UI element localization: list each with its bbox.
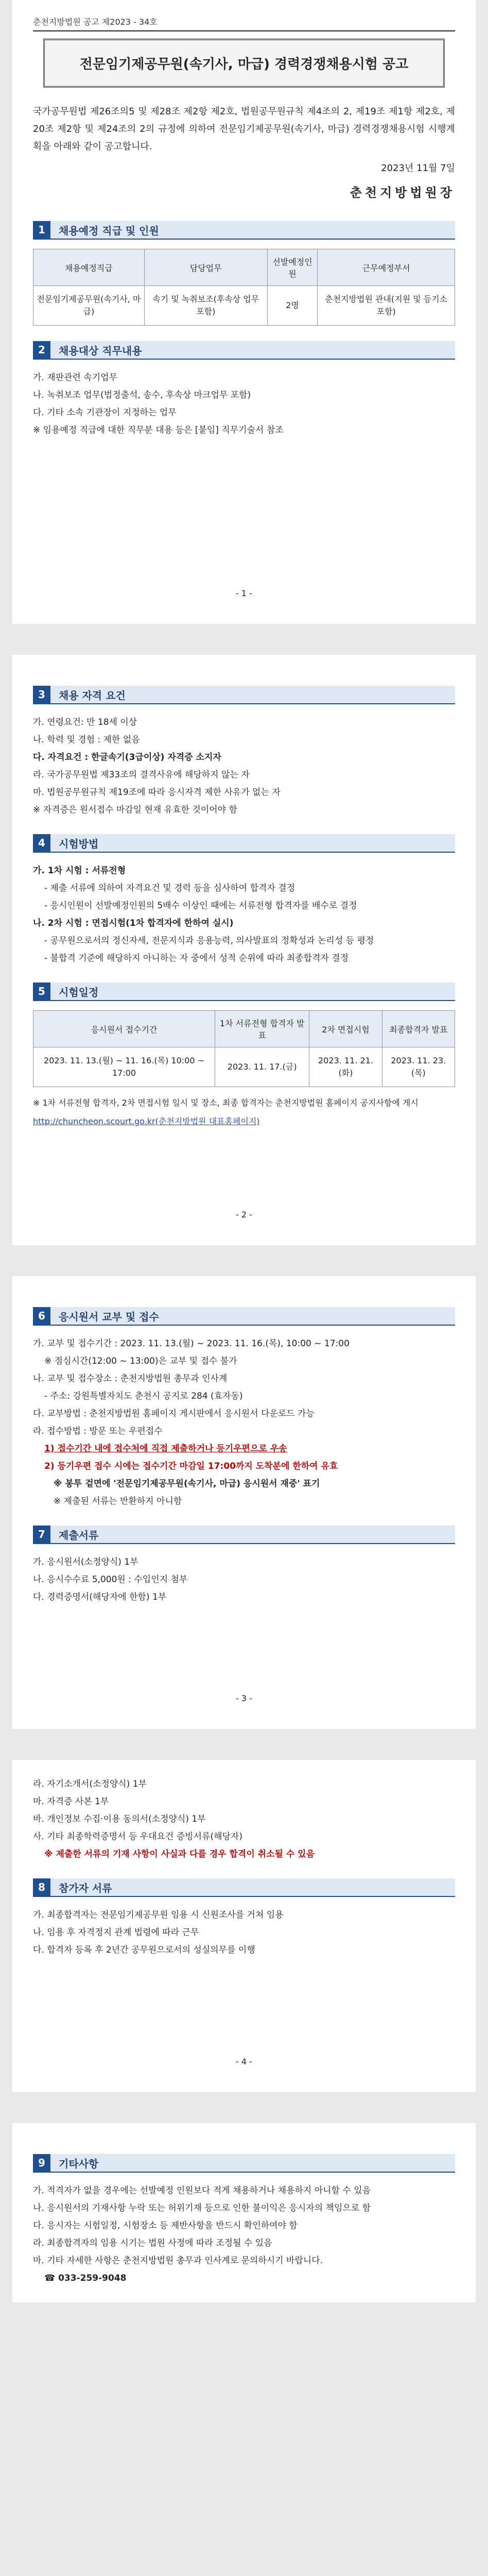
document-page-3 — [12, 1276, 476, 1729]
list-item: - 주소: 강원특별자치도 춘천시 공지로 284 (효자동) — [44, 1391, 243, 1401]
section-9-heading — [33, 2154, 455, 2173]
document-page-1 — [12, 0, 476, 624]
list-item: 다. 응시자는 시험일정, 시험장소 등 제반사항을 반드시 확인하여야 함 — [33, 2221, 298, 2231]
list-item: 사. 기타 최종학력증명서 등 우대요건 증빙서류(해당자) — [33, 1832, 242, 1842]
list-item: - 응시인원이 선발예정인원의 5배수 이상인 때에는 서류전형 합격자를 배수로 결정 — [44, 901, 357, 911]
section-title: 시험일정 — [50, 982, 455, 1000]
section-5-heading — [33, 982, 455, 1001]
list-item: 나. 녹취보조 업무(법정출석, 송수, 후속상 마크업무 포함) — [33, 390, 251, 400]
list-item: 마. 자격증 사본 1부 — [33, 1797, 109, 1807]
list-item: 마. 법원공무원규칙 제19조에 따라 응시자격 제한 사유가 없는 자 — [33, 787, 281, 798]
table-cell: 2023. 11. 13.(월) ~ 11. 16.(목) 10:00 ~ 17:00 — [33, 1047, 215, 1087]
table-header: 선발예정인원 — [267, 249, 318, 286]
section-3-heading — [33, 686, 455, 704]
contact-phone: ☎ 033-259-9048 — [44, 2273, 127, 2283]
document-page-5 — [12, 2123, 476, 2302]
list-item: 다. 교부방법 : 춘천지방법원 홈페이지 게시판에서 응시원서 다운로드 가능 — [33, 1409, 315, 1419]
header-notice-number: 춘천지방법원 공고 제2023 - 34호 — [33, 17, 158, 27]
section-number: 5 — [33, 982, 50, 1000]
page-number: - 2 - — [236, 1210, 252, 1219]
list-item: 나. 학력 및 경험 : 제한 없음 — [33, 735, 140, 745]
section-6-heading — [33, 1307, 455, 1326]
list-item: 나. 응시원서의 기재사항 누락 또는 허위기재 등으로 인한 불이익은 응시자의 책임으로 함 — [33, 2203, 371, 2213]
list-item: 가. 재판관련 속기업무 — [33, 372, 118, 383]
list-item: 라. 국가공무원법 제33조의 결격사유에 해당하지 않는 자 — [33, 770, 250, 780]
table-row — [33, 286, 455, 326]
section-title: 기타사항 — [50, 2154, 455, 2172]
notice-title: 전문임기제공무원(속기사, 마급) 경력경쟁채용시험 공고 — [43, 39, 445, 88]
list-item: 다. 합격자 등록 후 2년간 공무원으로서의 성실의무를 이행 — [33, 1945, 255, 1955]
court-homepage-link[interactable]: http://chuncheon.scourt.go.kr(춘천지방법원 대표홈페이지) — [33, 1116, 260, 1126]
table-header: 응시원서 접수기간 — [33, 1011, 215, 1047]
table-header: 2차 면접시험 — [309, 1011, 382, 1047]
document-page-2 — [12, 655, 476, 1245]
section-title: 채용대상 직무내용 — [50, 341, 455, 359]
list-item: ※ 자격증은 원서접수 마감일 현재 유효한 것이어야 함 — [33, 805, 237, 815]
list-item: ※ 제출한 서류의 기재 사항이 사실과 다를 경우 합격이 취소될 수 있음 — [44, 1849, 315, 1859]
section-4-heading — [33, 834, 455, 853]
section-number: 6 — [33, 1307, 50, 1325]
section-8-heading — [33, 1878, 455, 1897]
list-item: 나. 임용 후 자격정지 관계 법령에 따라 근무 — [33, 1927, 199, 1938]
list-item: 라. 최종합격자의 임용 시기는 법원 사정에 따라 조정될 수 있음 — [33, 2238, 272, 2248]
list-item: ※ 임용예정 직급에 대한 직무분 대용 등은 [붙임] 직무기술서 참조 — [33, 425, 284, 435]
table-cell: 전문임기제공무원(속기사, 마급) — [33, 286, 145, 326]
document-header — [33, 15, 455, 31]
list-item: ※ 봉투 겉면에 '전문임기제공무원(속기사, 마급) 응시원서 재중' 표기 — [54, 1479, 320, 1489]
position-table — [33, 249, 455, 326]
list-item: ※ 점심시간(12:00 ~ 13:00)은 교부 및 접수 불가 — [44, 1356, 237, 1366]
list-item: 가. 응시원서(소정양식) 1부 — [33, 1557, 138, 1567]
list-item: 라. 접수방법 : 방문 또는 우편접수 — [33, 1426, 163, 1436]
list-item: 다. 기타 소속 기관장이 지정하는 업무 — [33, 408, 177, 418]
list-item: ※ 제출된 서류는 반환하지 아니함 — [54, 1496, 182, 1506]
section-1-heading — [33, 221, 455, 240]
list-item: 라. 자기소개서(소정양식) 1부 — [33, 1779, 147, 1789]
list-item: 가. 적격자가 없을 경우에는 선발예정 인원보다 적게 채용하거나 채용하지 아니할 수 있음 — [33, 2185, 371, 2196]
section-number: 3 — [33, 686, 50, 703]
intro-paragraph: 국가공무원법 제26조의5 및 제28조 제2항 제2호, 법원공무원규칙 제4조의 2, 제19조 제1항 제2호, 제20조 제2항 및 제24조의 2의 규정에 의하여 전문임기제공무원(속기사, 마급) 경력경쟁채용시험 시행계획을 아래와 같이 공고합니다. — [33, 106, 455, 152]
page-number: - 1 - — [236, 588, 252, 598]
list-item: 2) 등기우편 접수 시에는 접수기간 마감일 17:00까지 도착분에 한하여 유효 — [44, 1461, 338, 1471]
section-2-heading — [33, 341, 455, 360]
section-number: 8 — [33, 1878, 50, 1896]
list-item: 나. 응시수수료 5,000원 : 수입인지 첨부 — [33, 1574, 188, 1585]
table-cell: 춘천지방법원 관내(지원 및 등기소 포함) — [318, 286, 455, 326]
section-title: 시험방법 — [50, 834, 455, 852]
schedule-table — [33, 1010, 455, 1087]
list-item: 가. 연령요건: 만 18세 이상 — [33, 717, 137, 727]
list-item: 다. 자격요건 : 한글속기(3급이상) 자격증 소지자 — [33, 752, 221, 762]
table-cell: 2명 — [267, 286, 318, 326]
list-item: 나. 2차 시험 : 면접시험(1차 합격자에 한하여 실시) — [33, 918, 234, 928]
list-item: - 제출 서류에 의하여 자격요건 및 경력 등을 심사하여 합격자 결정 — [44, 883, 295, 893]
section-title: 채용 자격 요건 — [50, 686, 455, 703]
section-number: 7 — [33, 1526, 50, 1543]
list-item: - 공무원으로서의 정신자세, 전문지식과 응용능력, 의사발표의 정확성과 논리성 등 평정 — [44, 936, 374, 946]
section-number: 2 — [33, 341, 50, 359]
table-row — [33, 1047, 455, 1087]
document-page-4 — [12, 1760, 476, 2092]
section-title: 채용예정 직급 및 인원 — [50, 221, 455, 239]
section-7-heading — [33, 1526, 455, 1544]
table-header: 담당업무 — [144, 249, 267, 286]
list-item: 다. 경력증명서(해당자에 한함) 1부 — [33, 1592, 167, 1602]
section-number: 1 — [33, 221, 50, 239]
page-number: - 3 - — [236, 1693, 252, 1703]
schedule-note: ※ 1차 서류전형 합격자, 2차 면접시험 일시 및 장소, 최종 합격자는 춘천지방법원 홈페이지 공지사항에 게시 — [33, 1098, 419, 1108]
list-item: 마. 기타 자세한 사항은 춘천지방법원 총무과 인사계로 문의하시기 바랍니다. — [33, 2256, 323, 2266]
section-title: 제출서류 — [50, 1526, 455, 1543]
table-header: 채용예정직급 — [33, 249, 145, 286]
table-header: 최종합격자 발표 — [382, 1011, 455, 1047]
list-item: - 불합격 기준에 해당하지 아니하는 자 중에서 성적 순위에 따라 최종합격자 결정 — [44, 953, 349, 963]
table-cell: 2023. 11. 21.(화) — [309, 1047, 382, 1087]
table-cell: 속기 및 녹취보조(후속상 업무 포함) — [144, 286, 267, 326]
section-number: 4 — [33, 834, 50, 852]
notice-date: 2023년 11월 7일 — [381, 163, 455, 174]
table-header: 1차 서류전형 합격자 발표 — [215, 1011, 309, 1047]
list-item: 나. 교부 및 접수장소 : 춘천지방법원 총무과 인사계 — [33, 1374, 228, 1384]
page-number: - 4 - — [236, 2057, 252, 2066]
list-item: 가. 교부 및 접수기간 : 2023. 11. 13.(월) ~ 2023. 11. 16.(목), 10:00 ~ 17:00 — [33, 1338, 350, 1349]
list-item: 바. 개인정보 수집·이용 동의서(소정양식) 1부 — [33, 1814, 206, 1824]
list-item: 1) 접수기간 내에 접수처에 직접 제출하거나 등기우편으로 우송 — [44, 1444, 287, 1454]
issuing-org: 춘천지방법원장 — [350, 185, 455, 200]
list-item: 가. 최종합격자는 전문임기제공무원 임용 시 신원조사를 거쳐 임용 — [33, 1910, 284, 1920]
section-number: 9 — [33, 2154, 50, 2172]
section-title: 응시원서 교부 및 접수 — [50, 1307, 455, 1325]
section-title: 참가자 서류 — [50, 1878, 455, 1896]
table-cell: 2023. 11. 23.(목) — [382, 1047, 455, 1087]
table-header: 근무예정부서 — [318, 249, 455, 286]
list-item: 가. 1차 시험 : 서류전형 — [33, 866, 126, 876]
table-cell: 2023. 11. 17.(금) — [215, 1047, 309, 1087]
